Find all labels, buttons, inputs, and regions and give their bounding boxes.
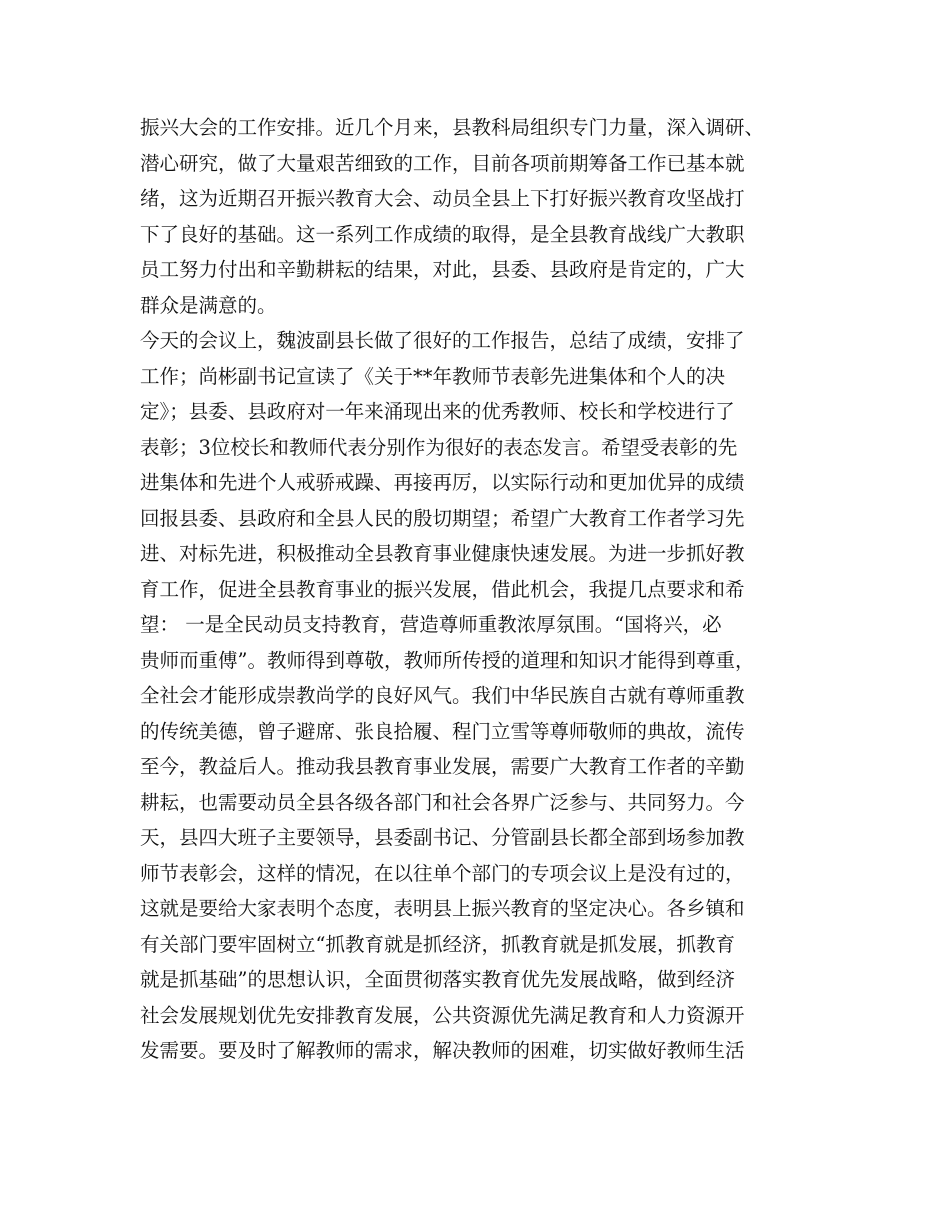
text-line-2: 潜心研究，做了大量艰苦细致的工作，目前各项前期筹备工作已基本就 bbox=[140, 151, 745, 175]
text-line-3: 绪，这为近期召开振兴教育大会、动员全县上下打好振兴教育攻坚战打 bbox=[140, 187, 745, 210]
text-line-14: 育工作，促进全县教育事业的振兴发展，借此机会，我提几点要求和希 bbox=[140, 577, 745, 601]
text-line-19: 至今，教益后人。推动我县教育事业发展，需要广大教育工作者的辛勤 bbox=[140, 755, 745, 778]
text-line-18: 的传统美德，曾子避席、张良拾履、程门立雪等尊师敬师的典故，流传 bbox=[140, 719, 745, 743]
text-line-1: 振兴大会的工作安排。近几个月来，县教科局组织专门力量，深入调研、 bbox=[140, 116, 765, 139]
text-line-22: 师节表彰会，这样的情况，在以往单个部门的专项会议上是没有过的， bbox=[140, 861, 745, 885]
text-line-9: 定》；县委、县政府对一年来涌现出来的优秀教师、校长和学校进行了 bbox=[140, 400, 735, 423]
text-line-20: 耕耘，也需要动员全县各级各部门和社会各界广泛参与、共同努力。今 bbox=[140, 790, 745, 814]
text-line-15: 望： 一是全民动员支持教育，营造尊师重教浓厚氛围。“国将兴，必 bbox=[140, 613, 722, 636]
text-line-21: 天，县四大班子主要领导，县委副书记、分管副县长都全部到场参加教 bbox=[140, 826, 745, 849]
text-line-13: 进、对标先进，积极推动全县教育事业健康快速发展。为进一步抓好教 bbox=[140, 542, 745, 565]
text-line-12: 回报县委、县政府和全县人民的殷切期望；希望广大教育工作者学习先 bbox=[140, 506, 745, 530]
text-line-27: 发需要。要及时了解教师的需求，解决教师的困难，切实做好教师生活 bbox=[140, 1039, 745, 1062]
text-line-17: 全社会才能形成崇教尚学的良好风气。我们中华民族自古就有尊师重教 bbox=[140, 684, 745, 707]
text-line-10: 表彰；3位校长和教师代表分别作为很好的表态发言。希望受表彰的先 bbox=[140, 435, 738, 459]
text-line-6: 群众是满意的。 bbox=[140, 293, 277, 317]
text-line-5: 员工努力付出和辛勤耕耘的结果，对此，县委、县政府是肯定的，广大 bbox=[140, 258, 745, 281]
text-line-4: 下了良好的基础。这一系列工作成绩的取得，是全县教育战线广大教职 bbox=[140, 222, 745, 246]
text-line-11: 进集体和先进个人戒骄戒躁、再接再厉，以实际行动和更加优异的成绩 bbox=[140, 471, 745, 494]
text-line-26: 社会发展规划优先安排教育发展，公共资源优先满足教育和人力资源开 bbox=[140, 1003, 745, 1027]
text-line-7: 今天的会议上，魏波副县长做了很好的工作报告，总结了成绩，安排了 bbox=[140, 329, 745, 352]
text-line-16: 贵师而重傅”。教师得到尊敬，教师所传授的道理和知识才能得到尊重， bbox=[140, 648, 755, 672]
text-line-23: 这就是要给大家表明个态度，表明县上振兴教育的坚定决心。各乡镇和 bbox=[140, 897, 745, 920]
text-line-25: 就是抓基础”的思想认识，全面贯彻落实教育优先发展战略，做到经济 bbox=[140, 968, 735, 991]
body-text bbox=[140, 110, 820, 1069]
text-line-24: 有关部门要牢固树立“抓教育就是抓经济，抓教育就是抓发展，抓教育 bbox=[140, 932, 735, 956]
text-line-8: 工作；尚彬副书记宣读了《关于**年教师节表彰先进集体和个人的决 bbox=[140, 364, 726, 388]
